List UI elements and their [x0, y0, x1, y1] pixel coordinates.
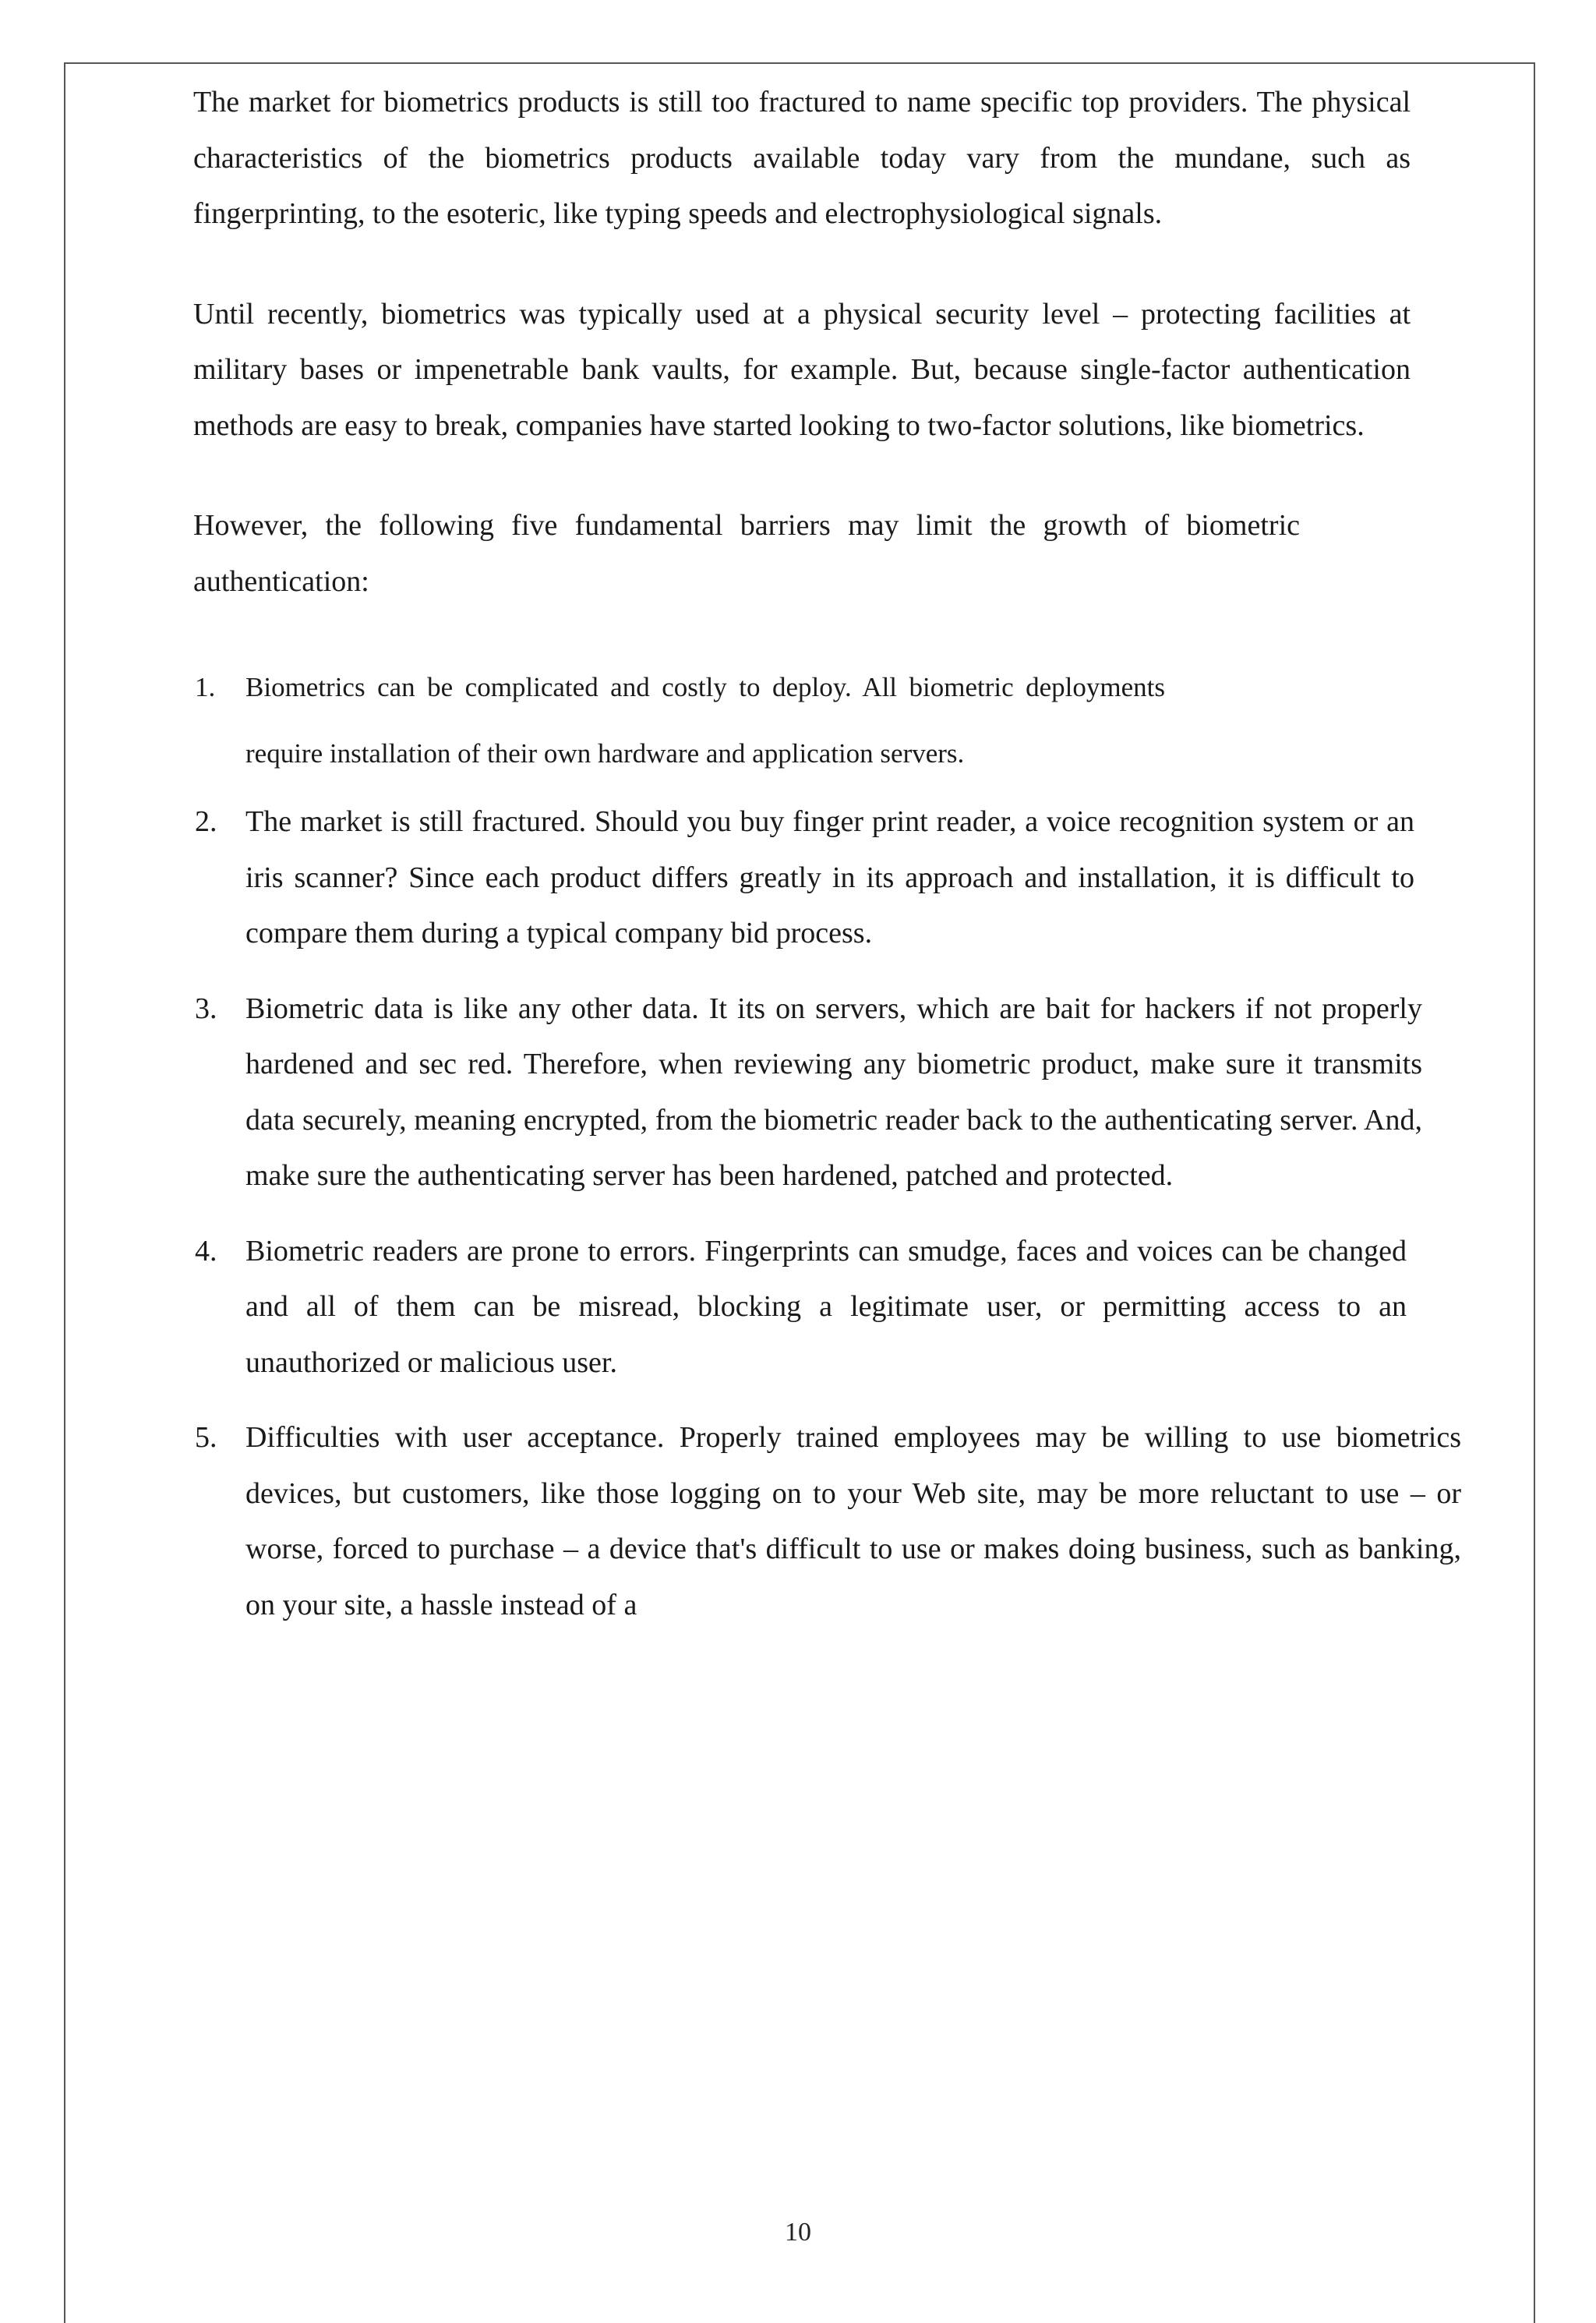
- paragraph-market: The market for biometrics products is still too fractured to name specific top providers. The physical characteristics of the biometrics products available today vary from the mundane, such as fingerprinting, to the esoteric, like typing speeds and electrophysiological signals.: [193, 86, 1411, 230]
- list-item-text: Difficulties with user acceptance. Properly trained employees may be willing to use biometrics devices, but customers, like those logging on to your Web site, may be more reluctant to use – or worse, forced to purchase – a device that's difficult to use or makes doing business, such as banking, on your site, a hassle instead of a: [245, 1421, 1461, 1621]
- list-item: [193, 1410, 1461, 1633]
- document-body: [193, 75, 1461, 1653]
- list-item-number: 1.: [195, 672, 216, 702]
- list-item-text: Biometrics can be complicated and costly to deploy. All biometric deployments require installation of their own hardware and application servers.: [245, 672, 1165, 769]
- list-item-text: Biometric data is like any other data. It its on servers, which are bait for hackers if not properly hardened and sec red. Therefore, when reviewing any biometric product, make sure it transmits data securely, meaning encrypted, from the biometric reader back to the authenticating server. And, make sure the authenticating server has been hardened, patched and protected.: [245, 992, 1422, 1192]
- list-item-number: 4.: [195, 1234, 217, 1268]
- list-item-number: 2.: [195, 805, 217, 838]
- list-item-number: 5.: [195, 1421, 217, 1454]
- list-item: [193, 654, 1411, 787]
- barriers-list: [193, 654, 1461, 1633]
- paragraph-barriers-intro: However, the following five fundamental barriers may limit the growth of biometric authentication:: [193, 509, 1300, 598]
- list-item-text: Biometric readers are prone to errors. Fingerprints can smudge, faces and voices can be changed and all of them can be misread, blocking a legitimate user, or permitting access to an unauthorized or malicious user.: [245, 1234, 1407, 1379]
- list-item: [193, 794, 1414, 962]
- list-item-number: 3.: [195, 992, 217, 1025]
- page-number: 10: [785, 2218, 811, 2247]
- list-item: [193, 981, 1422, 1204]
- list-item: [193, 1224, 1411, 1391]
- paragraph-until-recently: Until recently, biometrics was typically used at a physical security level – protecting facilities at military bases or impenetrable bank vaults, for example. But, because single-factor authentication methods are easy to break, companies have started looking to two-factor solutions, like biometrics.: [193, 297, 1411, 442]
- list-item-text: The market is still fractured. Should you buy finger print reader, a voice recognition system or an iris scanner? Since each product differs greatly in its approach and installation, it is difficult to compare them during a typical company bid process.: [245, 805, 1414, 949]
